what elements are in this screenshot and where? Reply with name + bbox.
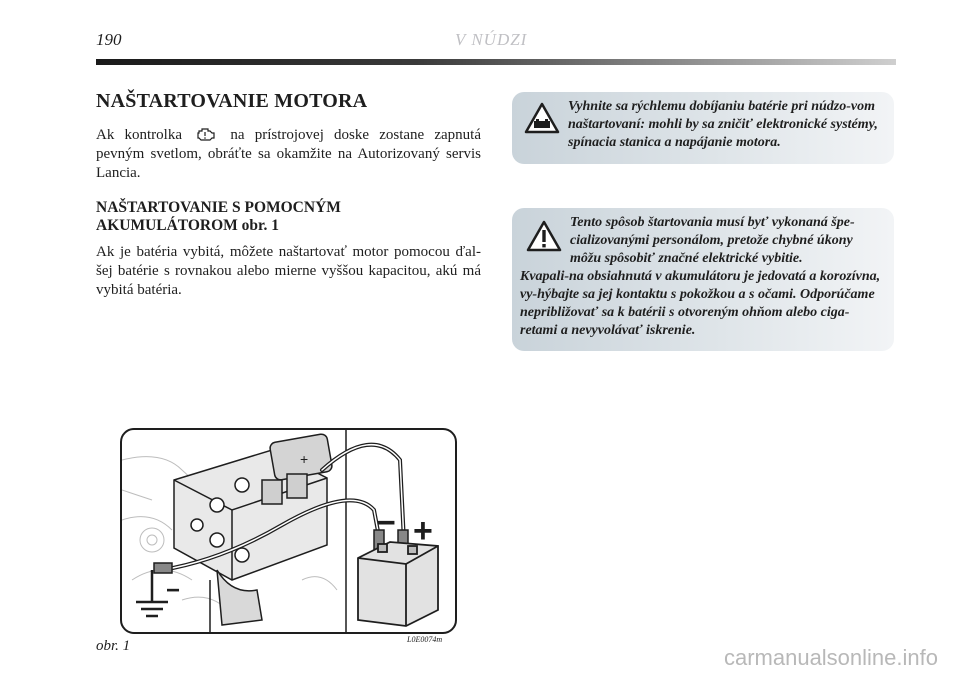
paragraph-jump-start: Ak je batéria vybitá, môžete naštartovať motor pomocou ďal-šej batérie s rovnakou alebo mierne vyššou kapacitou, akú má vybitá batéria. <box>96 244 481 298</box>
subheading-line1: NAŠTARTOVANIE S POMOCNÝM <box>96 199 341 216</box>
subheading <box>96 199 481 235</box>
subheading-line2: AKUMULÁTOROM obr. 1 <box>96 217 279 234</box>
figure-label: obr. 1 <box>96 638 131 654</box>
para1-start: Ak kontrolka <box>96 127 182 143</box>
warning-text-safety-intro: Tento spôsob štartovania musí byť vykonaná špe-cializovanými personálom, pretože chybné úkony môžu spôsobiť značné elektrické vybitie. <box>570 215 855 266</box>
figure-code: L0E0074m <box>407 635 443 644</box>
header-rule <box>96 59 896 65</box>
battery-warning-icon <box>524 102 560 134</box>
aux-plus-label: + <box>413 512 433 550</box>
para1-end: na prístrojovej doske zostane zapnutá pevným svetlom, obráťte sa okamžite na Autorizovaný servis Lancia. <box>96 127 482 181</box>
warning-text-safety-detail: Kvapali-na obsiahnutá v akumulátoru je jedovatá a korozívna, vy-hýbajte sa jej kontaktu s pokožkou a s očami. Odporúčame nepribližovať sa k batérii s otvoreným ohňom alebo ciga-retami a nevyvolávať iskrenie. <box>520 269 881 338</box>
jump-start-figure <box>120 428 457 634</box>
watermark: carmanualsonline.info <box>723 645 938 670</box>
warning-box-charging <box>512 92 894 164</box>
svg-text:+: + <box>300 451 309 467</box>
paragraph-warning-light <box>96 125 481 183</box>
section-title: V NÚDZI <box>455 30 528 49</box>
warning-box-safety <box>512 208 894 351</box>
warning-text-charging: Vyhnite sa rýchlemu dobíjaniu batérie pri núdzo-vom naštartovaní: mohli by sa zničiť elektronické systémy, spínacia stanica a napájanie motora. <box>568 99 878 150</box>
main-heading: NAŠTARTOVANIE MOTORA <box>96 90 368 112</box>
ground-minus-label: − <box>166 577 181 604</box>
engine-warning-icon <box>196 125 216 143</box>
page-number: 190 <box>96 30 122 49</box>
exclamation-warning-icon <box>526 220 562 252</box>
aux-minus-label: − <box>376 504 396 542</box>
left-column <box>96 90 481 300</box>
jump-start-illustration <box>122 430 455 632</box>
